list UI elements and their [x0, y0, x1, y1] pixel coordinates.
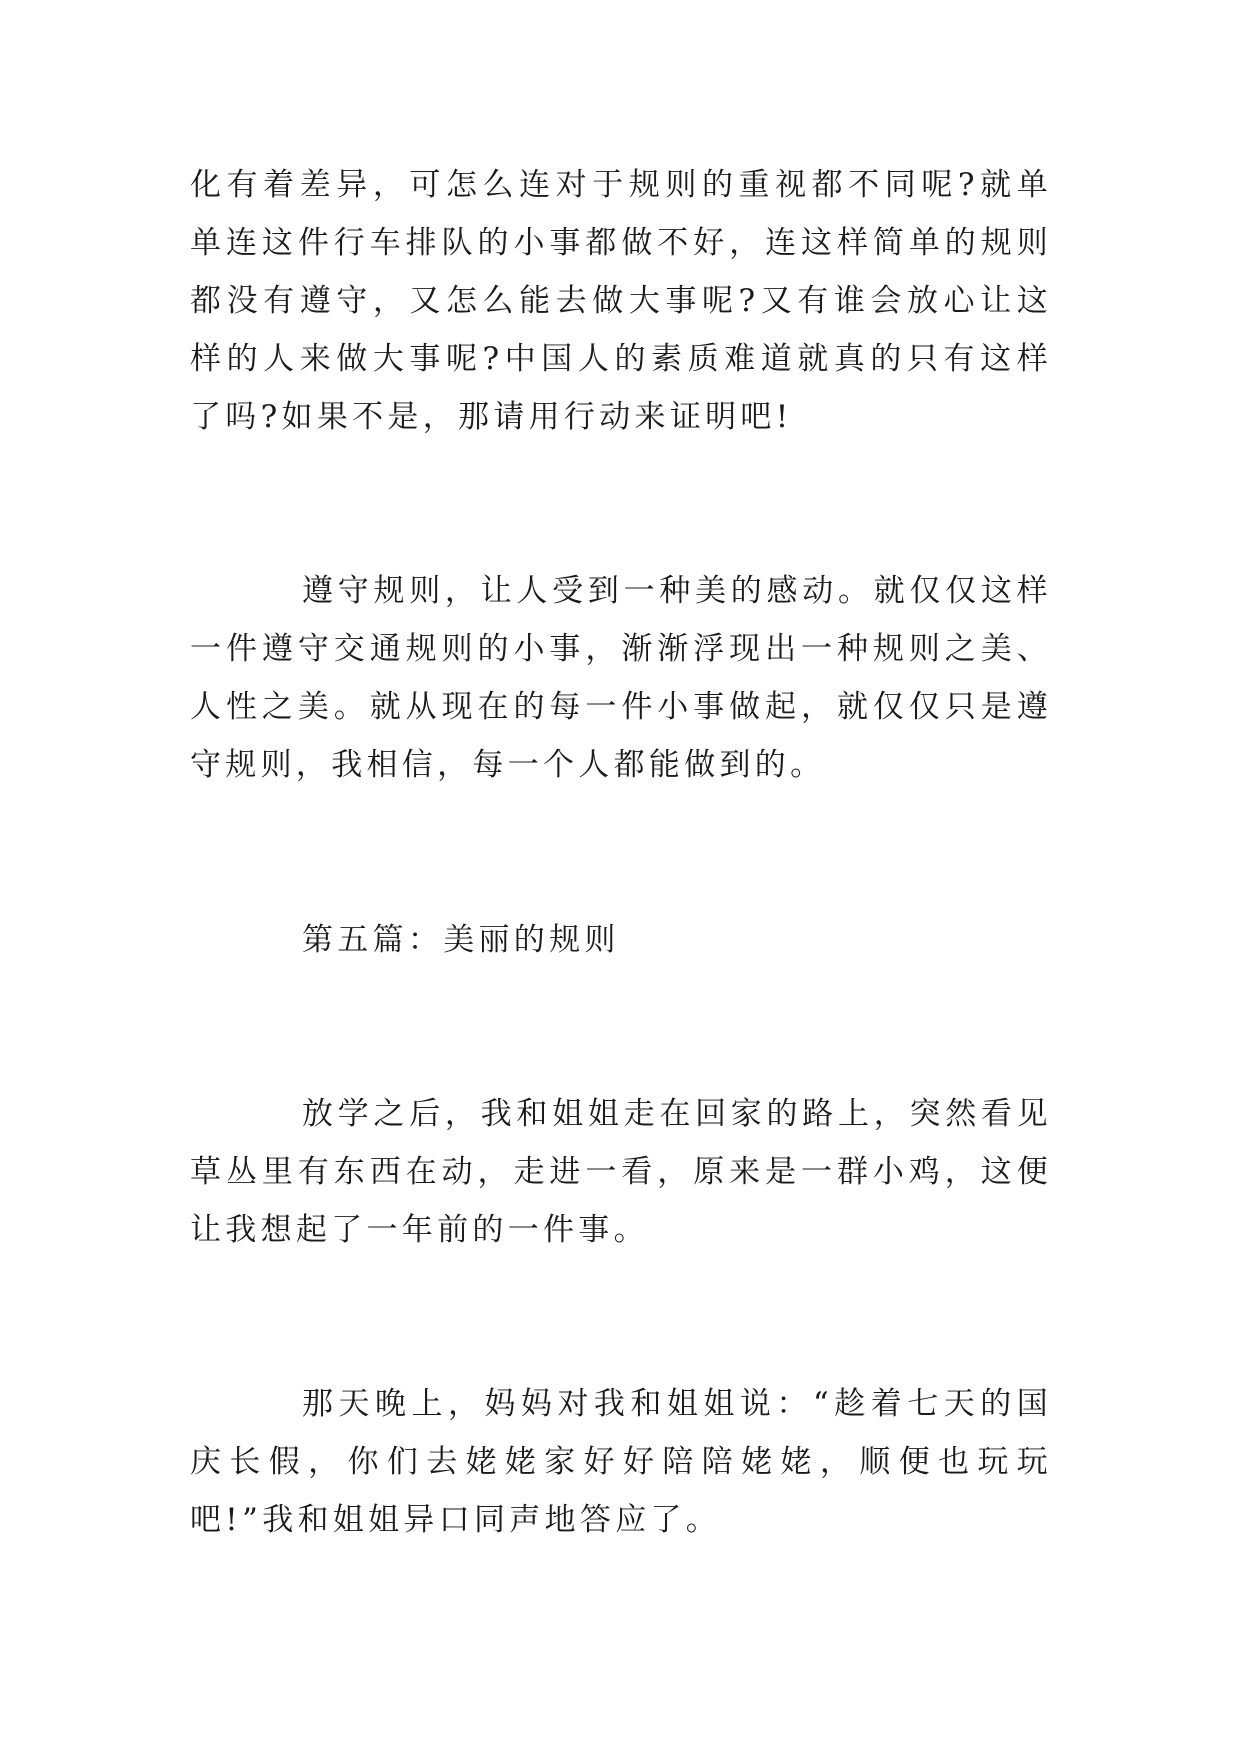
paragraph-essay5-first: 放学之后，我和姐姐走在回家的路上，突然看见草丛里有东西在动，走进一看，原来是一群小鸡，这便让我想起了一年前的一件事。 — [190, 1096, 1052, 1248]
paragraph-essay5-second: 那天晚上，妈妈对我和姐姐说：“趁着七天的国庆长假，你们去姥姥家好好陪陪姥姥，顺便也玩玩吧!”我和姐姐异口同声地答应了。 — [190, 1386, 1052, 1538]
section-heading: 第五篇：美丽的规则 — [302, 922, 620, 958]
paragraph-continuation: 化有着差异，可怎么连对于规则的重视都不同呢?就单单连这件行车排队的小事都做不好，连这样简单的规则都没有遵守，又怎么能去做大事呢?又有谁会放心让这样的人来做大事呢?中国人的素质难道就真的只有这样了吗?如果不是，那请用行动来证明吧! — [190, 167, 1052, 435]
paragraph-conclusion: 遵守规则，让人受到一种美的感动。就仅仅这样一件遵守交通规则的小事，渐渐浮现出一种规则之美、人性之美。就从现在的每一件小事做起，就仅仅只是遵守规则，我相信，每一个人都能做到的。 — [190, 573, 1052, 783]
